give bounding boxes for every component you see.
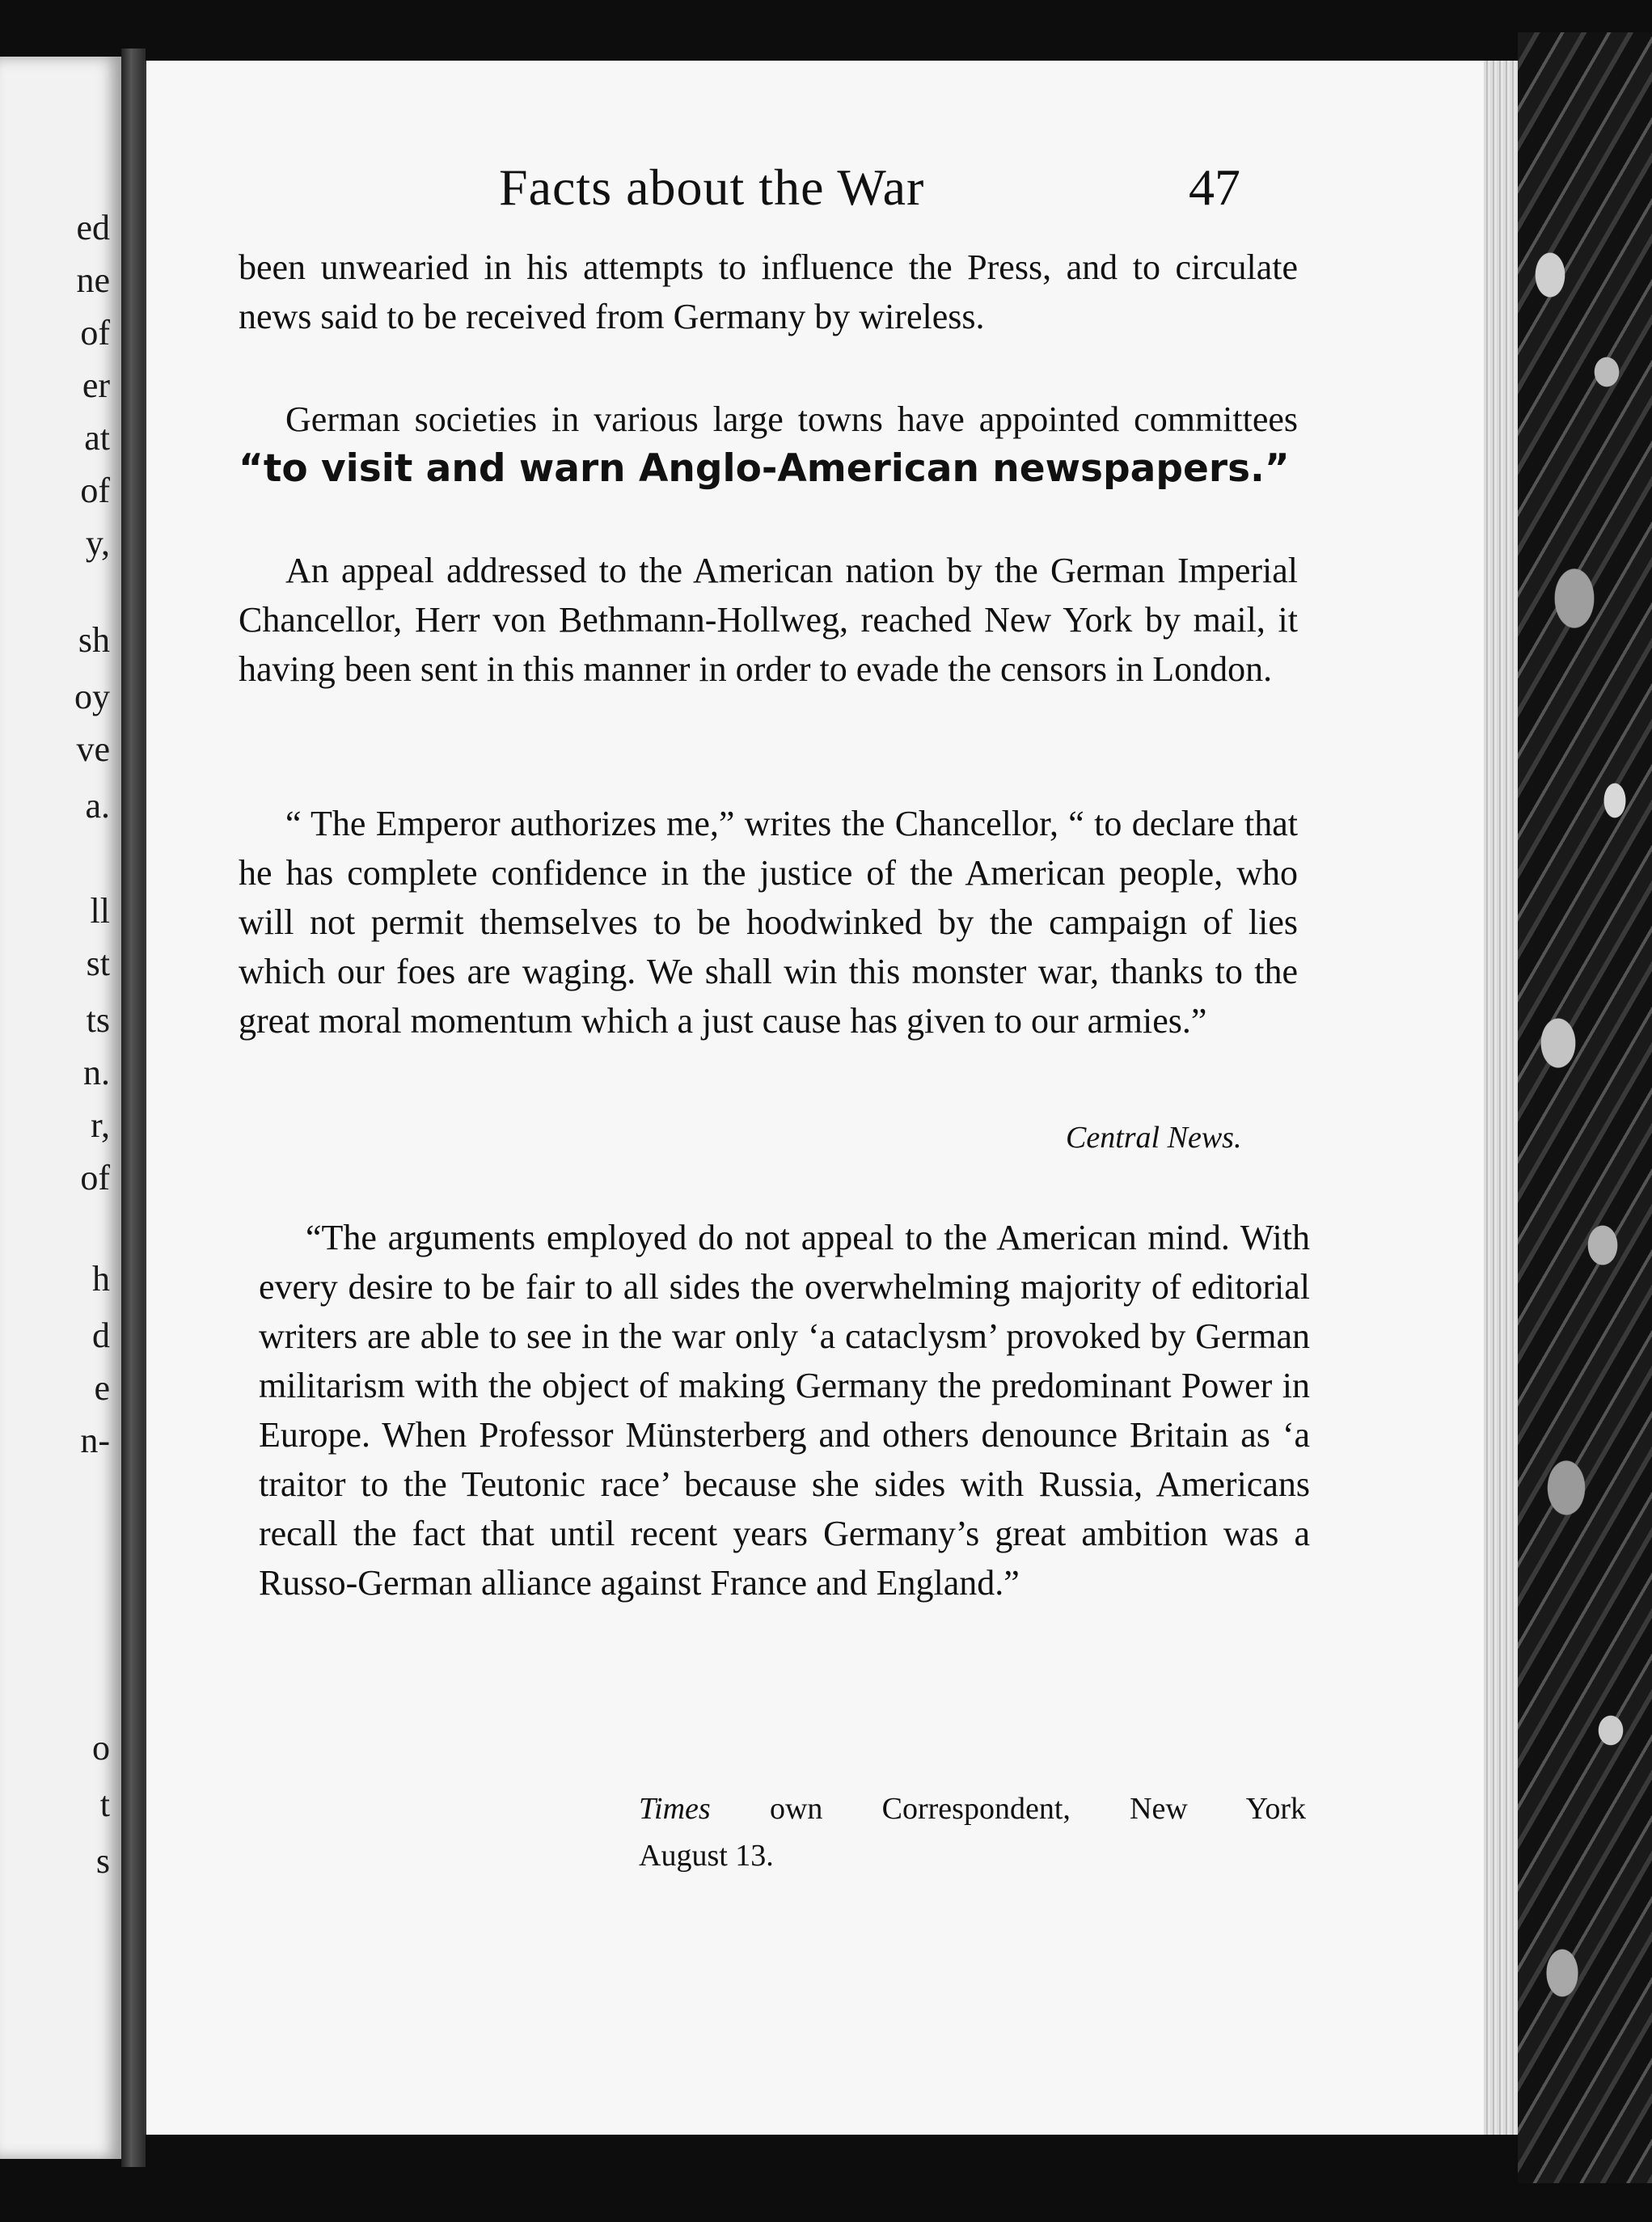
left-page-text-fragment: of xyxy=(80,471,110,510)
left-page-text-fragment: oy xyxy=(74,677,110,716)
left-facing-page xyxy=(0,57,121,2159)
left-page-text-fragment: at xyxy=(84,418,110,458)
left-page-text-fragment: d xyxy=(92,1316,110,1355)
paragraph-1: been unwearied in his attempts to influence the Press, and to circulate news said to be received from Germany by wireless. xyxy=(239,247,1298,336)
left-page-text-fragment: a. xyxy=(85,786,110,826)
left-page-text-fragment: n- xyxy=(80,1421,110,1460)
paragraph-3: An appeal addressed to the American nation by the German Imperial Chancellor, Herr von Bethmann-Hollweg, reached New York by mail, it having been sent in this manner in order to evade the censors in London. xyxy=(239,551,1298,689)
left-page-text-fragment: of xyxy=(80,1158,110,1198)
times-quote-source xyxy=(639,1785,1306,1879)
times-quote: “The arguments employed do not appeal to the American mind. With every desire to be fair to all sides the overwhelming majority of editorial writers are able to see in the war only ‘a cataclysm’ provoked by German militarism with the object of making Germany the predominant Power in Europe. When Professor Münsterberg and others denounce Britain as ‘a traitor to the Teutonic race’ because she sides with Russia, Americans recall the fact that until recent years Germany’s great ambition was a Russo-German alliance against France and England.” xyxy=(259,1218,1310,1603)
chancellor-quote: “ The Emperor authorizes me,” writes the Chancellor, “ to declare that he has complete confidence in the justice of the American people, who will not permit themselves to be hoodwinked by the campaign of lies which our foes are waging. We shall win this monster war, thanks to the great moral momentum which a just cause has given to our armies.” xyxy=(239,804,1298,1041)
left-page-text-fragment: e xyxy=(94,1368,110,1408)
left-page-text-fragment: ll xyxy=(90,891,110,931)
paragraph-2 xyxy=(239,395,1298,494)
left-page-text-fragment: ts xyxy=(86,1000,110,1040)
running-head: Facts about the War xyxy=(499,158,925,216)
left-page-text-fragment: r, xyxy=(91,1105,110,1145)
left-page-text-fragment: of xyxy=(80,313,110,353)
left-page-text-fragment: st xyxy=(86,944,110,983)
left-page-text-fragment: ve xyxy=(76,729,110,769)
paragraph-2-emphasis: “to visit and warn Anglo-American newspapers.” xyxy=(239,446,1290,491)
book-gutter xyxy=(121,49,146,2167)
left-page-text-fragment: sh xyxy=(78,620,110,660)
left-page-text-fragment: n. xyxy=(83,1053,110,1092)
times-quote-source-date: August 13. xyxy=(639,1839,774,1873)
left-page-text-fragment: ne xyxy=(76,260,110,300)
times-quote-source-rest: own Correspondent, New York xyxy=(710,1792,1306,1826)
left-page-text-fragment: y, xyxy=(85,523,110,563)
times-quote-source-italic: Times xyxy=(639,1792,711,1826)
left-page-text-fragment: h xyxy=(92,1259,110,1299)
chancellor-quote-source: Central News. xyxy=(1066,1121,1242,1155)
page-number: 47 xyxy=(1189,158,1240,216)
left-page-text-fragment: ed xyxy=(76,208,110,247)
left-page-text-fragment: er xyxy=(82,365,110,405)
paragraph-2-lead: German societies in various large towns have appointed committees xyxy=(285,399,1298,439)
left-page-text-fragment: s xyxy=(95,1841,110,1881)
page-edges xyxy=(1484,61,1518,2135)
left-page-text-fragment: t xyxy=(99,1785,110,1824)
left-page-text-fragment: o xyxy=(92,1728,110,1768)
marbled-cover-board xyxy=(1518,32,1652,2183)
times-quote-source-line xyxy=(639,1785,1306,1832)
